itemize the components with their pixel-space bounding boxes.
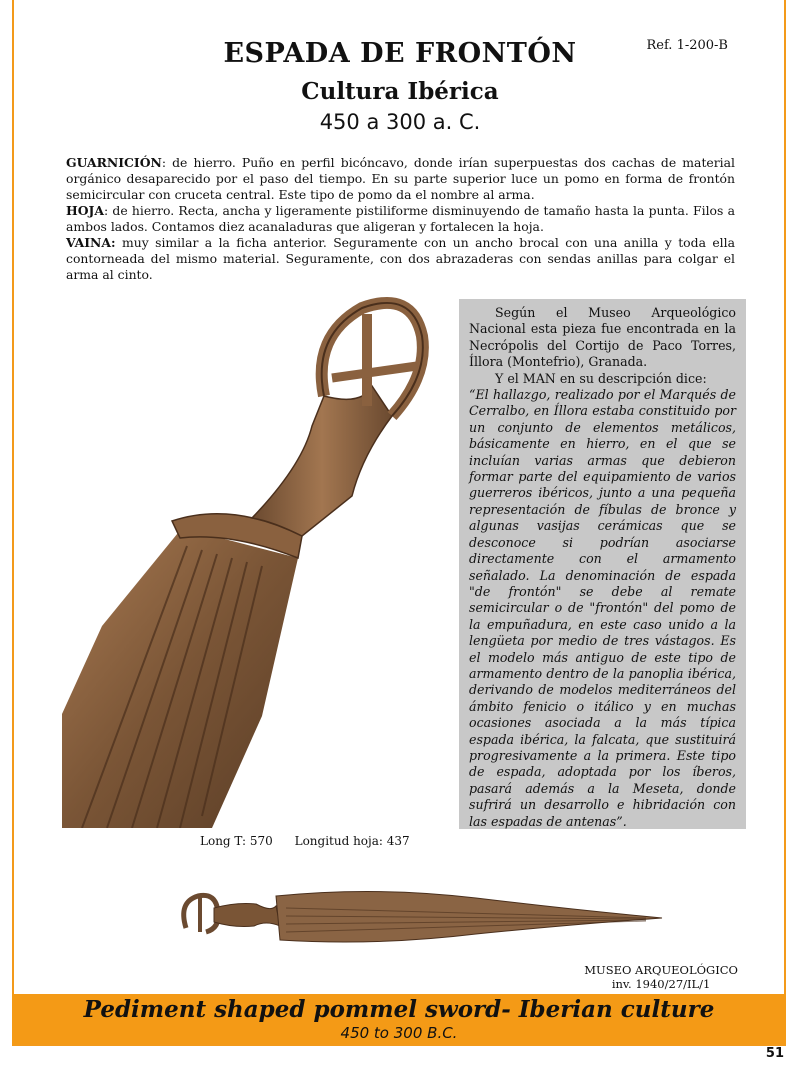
total-length: Long T: 570 — [200, 834, 273, 848]
page-number: 51 — [765, 1046, 784, 1061]
full-sword-grip — [214, 904, 280, 927]
hoja-label: HOJA — [66, 203, 104, 218]
hoja-text: : de hierro. Recta, ancha y ligeramente pistiliforme disminuyendo de tamaño hasta la punta. Filos a ambos lados. Contamos diez acanaladuras que aligeran y fortalecen la hoja. — [66, 203, 735, 234]
note-quote: “El hallazgo, realizado por el Marqués de Cerralbo, en Íllora estaba constituido por un conjunto de elementos metálicos, básicamente en hierro, en el que se incluían varias armas que debieron formar parte del equipamiento de varios guerreros ibéricos, junto a una pequeña representación de fíbulas de bronce y algunas vasijas cerámicas que se desconoce si podrían asociarse directamente con el armamento señalado. La denominación de espada "de frontón" se debe al remate semicircular o de "frontón" del pomo de la empuñadura, en este caso unido a la lengüeta por medio de tres vástagos. Es el modelo más antiguo de este tipo de armamento dentro de la panoplia ibérica, derivando de modelos mediterráneos del ámbito fenicio o itálico y en muchas ocasiones asociada a la más típica espada ibérica, la falcata, que sustituirá progresivamente a la primera. Este tipo de espada, adoptada por los íberos, pasará además a la Meseta, donde sufrirá un desarrollo e hibridación con las espadas de antenas”. — [469, 387, 736, 829]
sword-blade — [62, 528, 298, 828]
blade-length: Longitud hoja: 437 — [294, 834, 410, 848]
vaina-text: muy similar a la ficha anterior. Seguramente con un ancho brocal con una anilla y toda ella contorneada del mismo material. Seguramente, con dos abrazaderas con sendas anillas para colgar el arma al cinto. — [66, 235, 735, 282]
guarnicion-text: : de hierro. Puño en perfil bicóncavo, donde irían superpuestas dos cachas de material orgánico desaparecido por el paso del tiempo. En su parte superior luce un pomo en forma de frontón semicircular con cruceta central. Este tipo de pomo da el nombre al arma. — [66, 155, 735, 202]
description-block — [66, 155, 735, 283]
page-subtitle: Cultura Ibérica — [301, 78, 499, 105]
footer-band — [12, 994, 786, 1044]
page-title: ESPADA DE FRONTÓN — [223, 38, 577, 69]
note-paragraph-2: Y el MAN en su descripción dice: — [495, 370, 707, 386]
guarnicion-label: GUARNICIÓN — [66, 155, 162, 170]
guarnicion-paragraph — [66, 155, 735, 203]
vaina-paragraph — [66, 235, 735, 283]
museum-note-box — [459, 299, 746, 829]
sword-closeup-photo — [62, 296, 442, 828]
museum-inventory: inv. 1940/27/IL/1 — [611, 977, 711, 991]
sword-full-photo — [176, 882, 664, 946]
sword-grip — [252, 386, 392, 536]
footer-subtitle: 450 to 300 B.C. — [340, 1024, 458, 1042]
museum-credit — [584, 963, 738, 991]
footer-title: Pediment shaped pommel sword- Iberian culture — [83, 996, 715, 1023]
reference-code: Ref. 1-200-B — [646, 38, 728, 53]
hoja-paragraph — [66, 203, 735, 235]
dimensions — [200, 834, 410, 848]
vaina-label: VAINA: — [66, 235, 116, 250]
note-paragraph-1: Según el Museo Arqueológico Nacional esta pieza fue encontrada en la Necrópolis del Cortijo de Paco Torres, Íllora (Montefrio), Granada. — [469, 305, 736, 370]
date-range: 450 a 300 a. C. — [319, 110, 481, 134]
museum-name: MUSEO ARQUEOLÓGICO — [584, 963, 738, 977]
